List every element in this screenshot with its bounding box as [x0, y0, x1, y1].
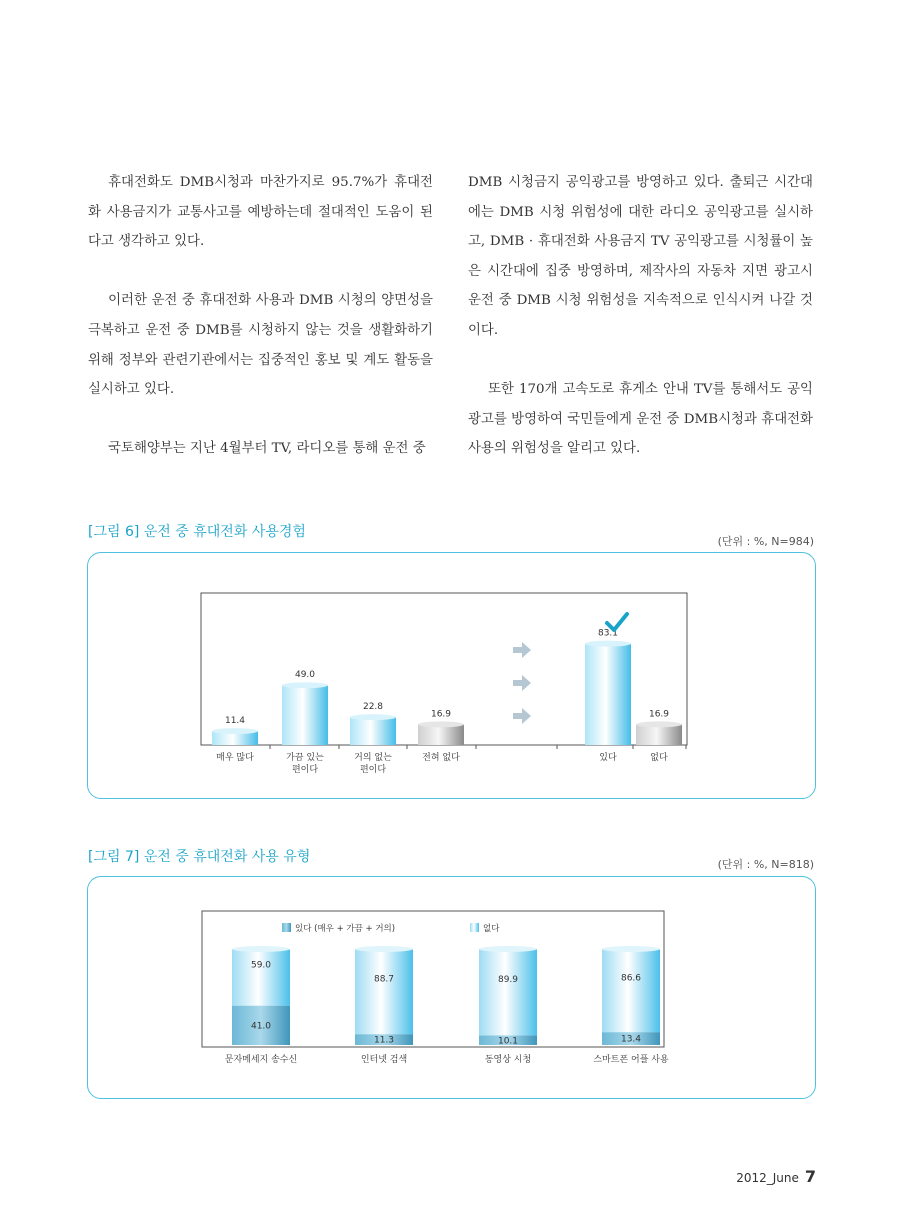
legend-label: 없다	[483, 924, 500, 934]
legend-swatch	[282, 923, 291, 932]
tick-label: 거의 없는	[354, 753, 392, 763]
legend-item	[470, 923, 500, 934]
figure-6-chart	[88, 553, 815, 798]
data-label: 10.1	[497, 1036, 519, 1047]
data-label: 22.8	[362, 702, 384, 713]
legend-label: 있다 (매우 + 가끔 + 거의)	[295, 924, 396, 934]
body-column-right	[468, 168, 813, 494]
bar-segment	[355, 949, 413, 1034]
data-label: 13.4	[620, 1034, 642, 1045]
footer-date: 2012_June	[736, 1171, 799, 1185]
data-label: 88.7	[373, 974, 395, 985]
paragraph: 이러한 운전 중 휴대전화 사용과 DMB 시청의 양면성을 극복하고 운전 중 DMB를 시청하지 않는 것을 생활화하기 위해 정부와 관련기관에서는 집중적인 홍보 및 계도 활동을 실시하고 있다.	[88, 293, 433, 398]
data-label: 49.0	[294, 670, 316, 681]
data-label: 83.1	[597, 628, 619, 639]
bar	[418, 724, 464, 745]
figure-7-box	[87, 876, 816, 1099]
bar-segment	[479, 949, 537, 1035]
tick-label: 있다	[599, 753, 617, 763]
data-label: 41.0	[250, 1021, 272, 1032]
paragraph: DMB 시청금지 공익광고를 방영하고 있다. 출퇴근 시간대에는 DMB 시청 위험성에 대한 라디오 공익광고를 실시하고, DMB · 휴대전화 사용금지 TV 공익광고를 시청률이 높은 시간대에 집중 방영하며, 제작사의 자동차 지면 광고시 운전 중 DMB 시청 위험성을 지속적으로 인식시켜 나갈 것이다.	[468, 175, 813, 338]
bar	[282, 685, 328, 745]
bar-cap	[602, 946, 660, 952]
page-footer	[736, 1167, 816, 1186]
arrow-right-icon	[513, 642, 531, 658]
bar-segment	[232, 949, 290, 1006]
body-column-left	[88, 168, 433, 494]
bar	[350, 717, 396, 745]
tick-label: 매우 많다	[216, 753, 254, 763]
paragraph: 휴대전화도 DMB시청과 마찬가지로 95.7%가 휴대전화 사용금지가 교통사고를 예방하는데 절대적인 도움이 된다고 생각하고 있다.	[88, 175, 433, 250]
bar-cap	[350, 714, 396, 720]
data-label: 11.4	[224, 716, 246, 727]
tick-label: 스마트폰 어플 사용	[593, 1055, 669, 1065]
legend-item	[282, 923, 395, 934]
arrow-right-icon	[513, 675, 531, 691]
data-label: 16.9	[430, 709, 452, 720]
figure-6-box	[87, 552, 816, 799]
tick-label: 문자메세지 송수신	[224, 1055, 298, 1065]
bar-cap	[355, 946, 413, 952]
checkmark-icon	[607, 614, 627, 630]
bar-cap	[232, 946, 290, 952]
bar	[585, 644, 631, 745]
tick-label: 동영상 시청	[484, 1055, 532, 1065]
bar-cap	[636, 721, 682, 727]
tick-label: 편이다	[359, 765, 387, 775]
data-label: 86.6	[620, 973, 642, 984]
figure-7-title: [그림 7] 운전 중 휴대전화 사용 유형	[88, 849, 311, 865]
bar-cap	[212, 728, 258, 734]
data-label: 16.9	[648, 709, 670, 720]
bar-segment	[602, 949, 660, 1032]
page-number: 7	[804, 1167, 816, 1186]
tick-label: 전혀 없다	[422, 753, 460, 763]
paragraph: 또한 170개 고속도로 휴게소 안내 TV를 통해서도 공익광고를 방영하여 국민들에게 운전 중 DMB시청과 휴대전화 사용의 위험성을 알리고 있다.	[468, 382, 813, 457]
figure-6-unit: (단위 : %, N=984)	[717, 535, 814, 548]
tick-label: 없다	[650, 753, 668, 763]
tick-label: 가끔 있는	[286, 753, 324, 763]
data-label: 11.3	[373, 1035, 395, 1046]
paragraph: 국토해양부는 지난 4월부터 TV, 라디오를 통해 운전 중	[108, 441, 426, 457]
data-label: 89.9	[497, 975, 519, 986]
bar-cap	[479, 946, 537, 952]
bar	[636, 724, 682, 745]
legend-swatch	[470, 923, 479, 932]
bar-cap	[282, 682, 328, 688]
tick-label: 편이다	[291, 765, 319, 775]
tick-label: 인터넷 검색	[360, 1055, 408, 1065]
data-label: 59.0	[250, 960, 272, 971]
figure-7-chart	[88, 877, 815, 1098]
figure-6-title: [그림 6] 운전 중 휴대전화 사용경험	[88, 524, 306, 540]
arrow-right-icon	[513, 708, 531, 724]
figure-7-unit: (단위 : %, N=818)	[717, 858, 814, 871]
bar-cap	[418, 721, 464, 727]
bar-cap	[585, 641, 631, 647]
